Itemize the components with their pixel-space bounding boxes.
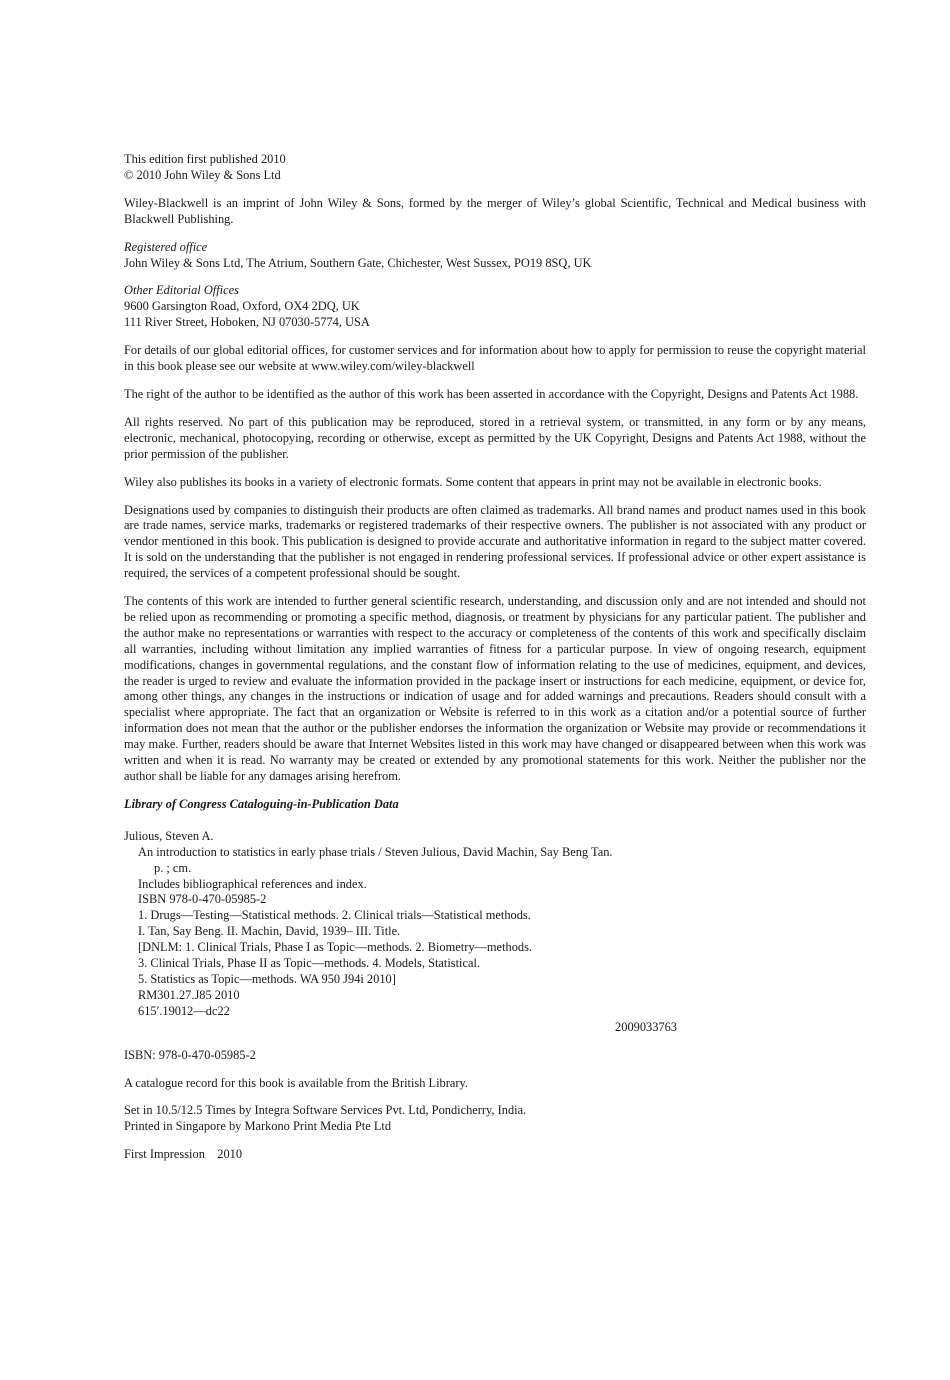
printed-line: Printed in Singapore by Markono Print Media Pte Ltd: [124, 1119, 392, 1134]
oxford-office-address: 9600 Garsington Road, Oxford, OX4 2DQ, UK: [124, 299, 360, 314]
registered-office-label: Registered office: [124, 239, 208, 254]
british-library-line: A catalogue record for this book is available from the British Library.: [124, 1075, 468, 1090]
registered-office-block: [124, 240, 866, 272]
cip-heading: Library of Congress Cataloguing-in-Publication Data: [124, 796, 399, 811]
cip-includes: Includes bibliographical references and index.: [138, 876, 367, 891]
cip-control-number: 2009033763: [615, 1019, 677, 1034]
details-paragraph: For details of our global editorial offices, for customer services and for information about how to apply for permission to reuse the copyright material in this book please see our website at www.wiley.com/wiley-blackwell: [124, 343, 866, 374]
cip-lc-class: RM301.27.J85 2010: [138, 987, 240, 1002]
cip-dnlm-line-1: [DNLM: 1. Clinical Trials, Phase I as Topic—methods. 2. Biometry—methods.: [138, 940, 533, 955]
cip-dewey: 615′.19012—dc22: [138, 1003, 230, 1018]
cip-title: An introduction to statistics in early phase trials / Steven Julious, David Machin, Say Beng Tan.: [138, 844, 613, 859]
cip-added-entries: I. Tan, Say Beng. II. Machin, David, 1939– III. Title.: [138, 924, 401, 939]
cip-dnlm-line-2: 3. Clinical Trials, Phase II as Topic—methods. 4. Models, Statistical.: [138, 956, 481, 971]
typeset-line: Set in 10.5/12.5 Times by Integra Software Services Pvt. Ltd, Pondicherry, India.: [124, 1103, 527, 1118]
cip-author: Julious, Steven A.: [124, 828, 214, 843]
isbn-line: ISBN: 978-0-470-05985-2: [124, 1047, 256, 1062]
cip-isbn: ISBN 978-0-470-05985-2: [138, 892, 267, 907]
registered-office-address: John Wiley & Sons Ltd, The Atrium, Southern Gate, Chichester, West Sussex, PO19 8SQ, UK: [124, 255, 592, 270]
other-offices-label: Other Editorial Offices: [124, 283, 239, 298]
imprint-paragraph: Wiley-Blackwell is an imprint of John Wiley & Sons, formed by the merger of Wiley’s global Scientific, Technical and Medical business with Blackwell Publishing.: [124, 195, 866, 226]
cip-subjects: 1. Drugs—Testing—Statistical methods. 2. Clinical trials—Statistical methods.: [138, 908, 531, 923]
cip-pages: p. ; cm.: [154, 860, 192, 875]
other-offices-block: [124, 283, 866, 331]
author-right-paragraph: The right of the author to be identified as the author of this work has been asserted in accordance with the Copyright, Designs and Patents Act 1988.: [124, 386, 859, 401]
electronic-formats-paragraph: Wiley also publishes its books in a variety of electronic formats. Some content that appears in print may not be available in electronic books.: [124, 474, 822, 489]
rights-reserved-paragraph: All rights reserved. No part of this publication may be reproduced, stored in a retrieval system, or transmitted, in any form or by any means, electronic, mechanical, photocopying, recording or otherwise, except as permitted by the UK Copyright, Designs and Patents Act 1988, without the prior permission of the publisher.: [124, 414, 866, 461]
typeset-block: [124, 1103, 866, 1135]
copyright-line: © 2010 John Wiley & Sons Ltd: [124, 167, 281, 182]
impression-line: First Impression 2010: [124, 1147, 243, 1162]
copyright-page: [124, 152, 866, 1175]
hoboken-office-address: 111 River Street, Hoboken, NJ 07030-5774, USA: [124, 315, 370, 330]
cip-record: [124, 829, 866, 1036]
edition-block: [124, 152, 866, 184]
edition-line: This edition first published 2010: [124, 152, 286, 166]
cip-dnlm-line-3: 5. Statistics as Topic—methods. WA 950 J94i 2010]: [138, 971, 396, 986]
trademarks-paragraph: Designations used by companies to distinguish their products are often claimed as trademarks. All brand names and product names used in this book are trade names, service marks, trademarks or registered trademarks of their respective owners. The publisher is not associated with any product or vendor mentioned in this book. This publication is designed to provide accurate and authoritative information in regard to the subject matter covered. It is sold on the understanding that the publisher is not engaged in rendering professional services. If professional advice or other expert assistance is required, the services of a competent professional should be sought.: [124, 502, 866, 581]
disclaimer-paragraph: The contents of this work are intended to further general scientific research, understanding, and discussion only and are not intended and should not be relied upon as recommending or promoting a specific method, diagnosis, or treatment by physicians for any particular patient. The publisher and the author make no representations or warranties with respect to the accuracy or completeness of the contents of this work and specifically disclaim all warranties, including without limitation any implied warranties of fitness for a particular purpose. In view of ongoing research, equipment modifications, changes in governmental regulations, and the constant flow of information relating to the use of medicines, equipment, and devices, the reader is urged to review and evaluate the information provided in the package insert or instructions for each medicine, equipment, or device for, among other things, any changes in the instructions or indication of usage and for added warnings and precautions. Readers should consult with a specialist where appropriate. The fact that an organization or Website is referred to in this work as a citation and/or a potential source of further information does not mean that the author or the publisher endorses the information the organization or Website may provide or recommendations it may make. Further, readers should be aware that Internet Websites listed in this work may have changed or disappeared between when this work was written and when it is read. No warranty may be created or extended by any promotional statements for this work. Neither the publisher nor the author shall be liable for any damages arising herefrom.: [124, 594, 866, 783]
